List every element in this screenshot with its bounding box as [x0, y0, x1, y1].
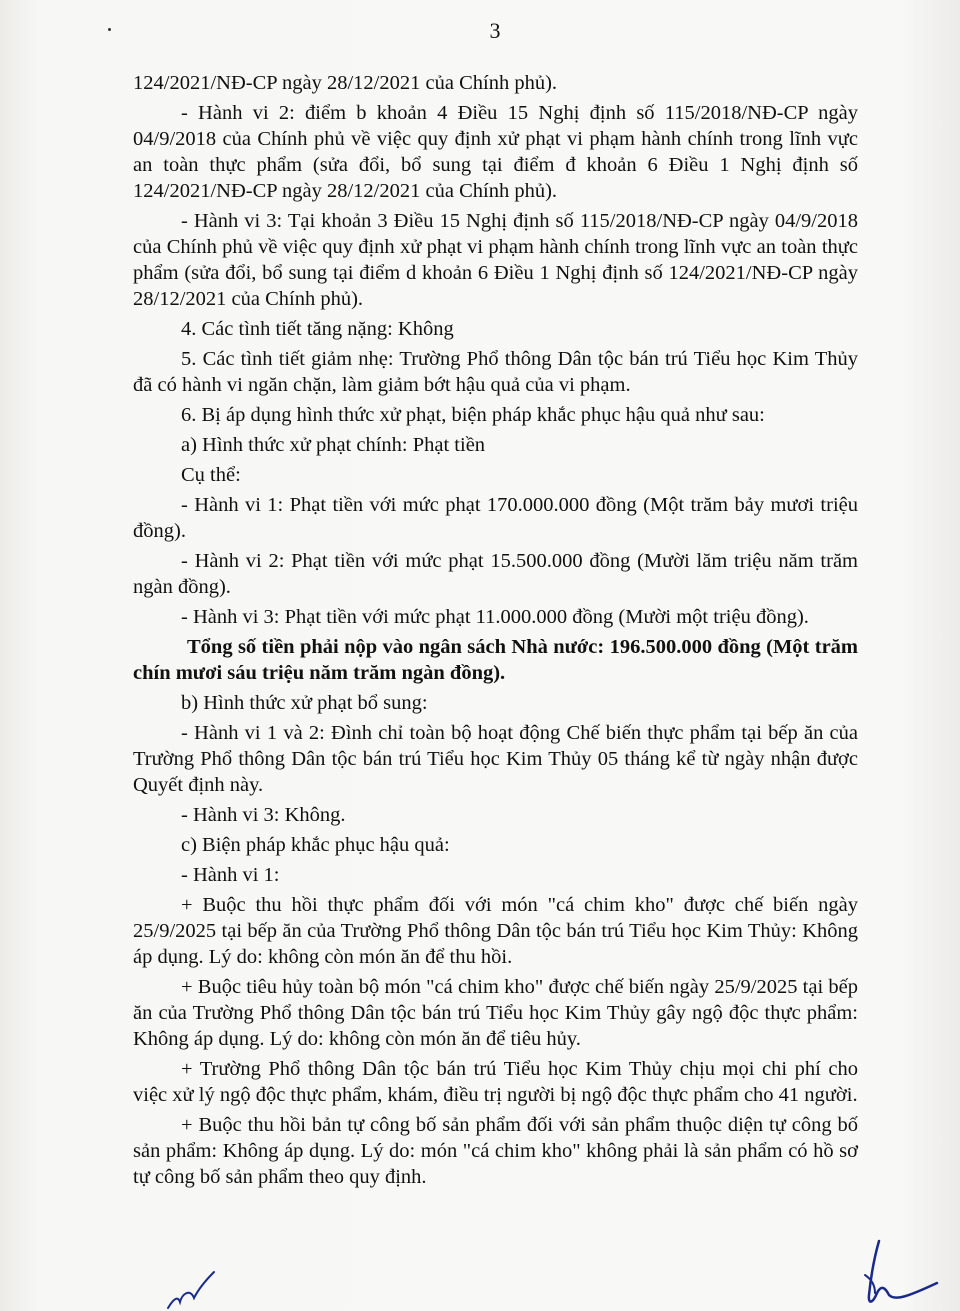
paragraph: 5. Các tình tiết giảm nhẹ: Trường Phổ thông Dân tộc bán trú Tiểu học Kim Thủy đã có hành vi ngăn chặn, làm giảm bớt hậu quả của vi phạm.	[133, 348, 858, 396]
paragraph: - Hành vi 3: Tại khoản 3 Điều 15 Nghị định số 115/2018/NĐ-CP ngày 04/9/2018 của Chính phủ về việc quy định xử phạt vi phạm hành chính trong lĩnh vực an toàn thực phẩm (sửa đổi, bổ sung tại điểm d khoản 6 Điều 1 Nghị định số 124/2021/NĐ-CP ngày 28/12/2021 của Chính phủ).	[133, 210, 858, 310]
paragraph: + Trường Phổ thông Dân tộc bán trú Tiểu học Kim Thủy chịu mọi chi phí cho việc xử lý ngộ độc thực phẩm, khám, điều trị người bị ngộ độc thực phẩm cho 41 người.	[133, 1058, 858, 1106]
total-fine-paragraph: Tổng số tiền phải nộp vào ngân sách Nhà nước: 196.500.000 đồng (Một trăm chín mươi sáu triệu năm trăm ngàn đồng).	[133, 636, 858, 684]
paragraph: 124/2021/NĐ-CP ngày 28/12/2021 của Chính phủ).	[133, 72, 558, 94]
paragraph: - Hành vi 2: Phạt tiền với mức phạt 15.500.000 đồng (Mười lăm triệu năm trăm ngàn đồng).	[133, 550, 858, 598]
paragraph: - Hành vi 2: điểm b khoản 4 Điều 15 Nghị định số 115/2018/NĐ-CP ngày 04/9/2018 của Chính phủ về việc quy định xử phạt vi phạm hành chính trong lĩnh vực an toàn thực phẩm (sửa đổi, bổ sung tại điểm đ khoản 6 Điều 1 Nghị định số 124/2021/NĐ-CP ngày 28/12/2021 của Chính phủ).	[133, 102, 858, 202]
paragraph: b) Hình thức xử phạt bổ sung:	[181, 692, 428, 714]
paragraph: a) Hình thức xử phạt chính: Phạt tiền	[181, 434, 486, 456]
paragraph: - Hành vi 3: Phạt tiền với mức phạt 11.000.000 đồng (Mười một triệu đồng).	[181, 606, 809, 628]
paragraph: - Hành vi 1:	[181, 864, 280, 886]
initial-signature-right-icon	[845, 1235, 945, 1311]
paragraph: + Buộc tiêu hủy toàn bộ món "cá chim kho" được chế biến ngày 25/9/2025 tại bếp ăn của Trường Phổ thông Dân tộc bán trú Tiểu học Kim Thủy gây ngộ độc thực phẩm: Không áp dụng. Lý do: không còn món ăn để tiêu hủy.	[133, 976, 858, 1050]
paragraph: 6. Bị áp dụng hình thức xử phạt, biện pháp khắc phục hậu quả như sau:	[181, 404, 765, 426]
initial-signature-left-icon	[160, 1268, 220, 1311]
paragraph: - Hành vi 1 và 2: Đình chỉ toàn bộ hoạt động Chế biến thực phẩm tại bếp ăn của Trường Phổ thông Dân tộc bán trú Tiểu học Kim Thủy 05 tháng kể từ ngày nhận được Quyết định này.	[133, 722, 858, 796]
paragraph: - Hành vi 3: Không.	[181, 804, 346, 826]
paragraph: 4. Các tình tiết tăng nặng: Không	[181, 318, 454, 340]
paragraph: + Buộc thu hồi thực phẩm đối với món "cá chim kho" được chế biến ngày 25/9/2025 tại bếp ăn của Trường Phổ thông Dân tộc bán trú Tiểu học Kim Thủy: Không áp dụng. Lý do: không còn món ăn để thu hồi.	[133, 894, 858, 968]
paragraph: c) Biện pháp khắc phục hậu quả:	[181, 834, 450, 856]
page-number: 3	[489, 18, 501, 43]
paragraph: Cụ thể:	[181, 464, 241, 486]
paragraph: - Hành vi 1: Phạt tiền với mức phạt 170.000.000 đồng (Một trăm bảy mươi triệu đồng).	[133, 494, 858, 542]
document-body	[133, 70, 858, 1194]
paragraph: + Buộc thu hồi bản tự công bố sản phẩm đối với sản phẩm thuộc diện tự công bố sản phẩm: Không áp dụng. Lý do: món "cá chim kho" không phải là sản phẩm có hồ sơ tự công bố sản phẩm theo quy định.	[133, 1114, 858, 1188]
